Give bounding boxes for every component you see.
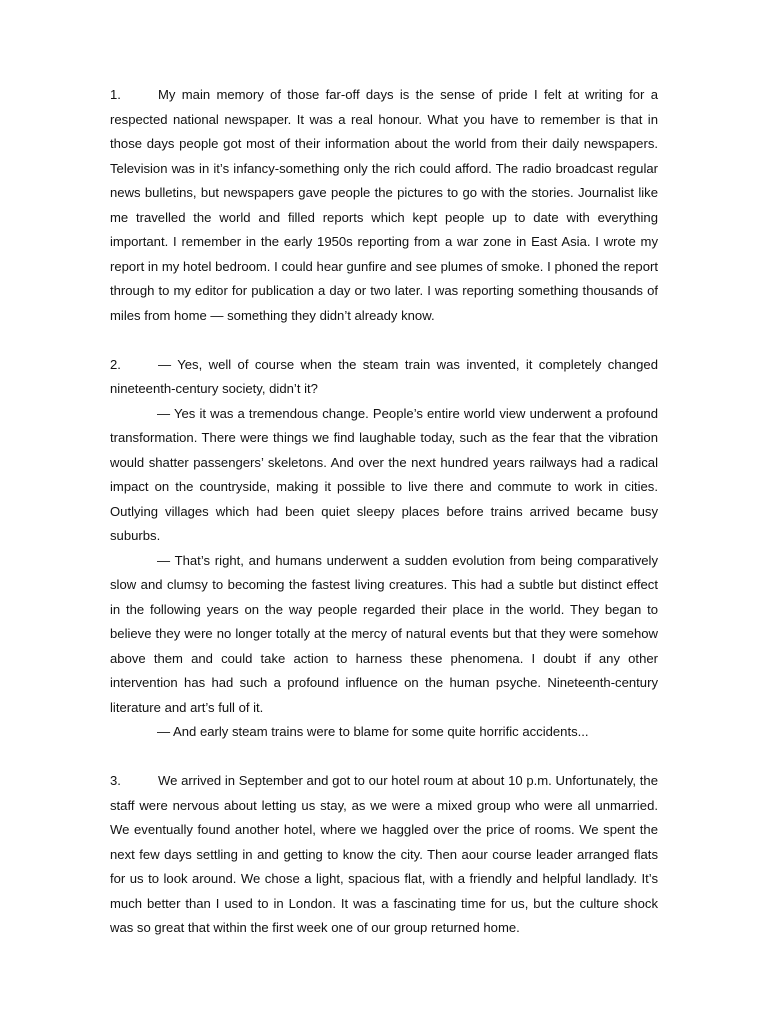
- section-number: 2.: [110, 356, 121, 372]
- section-3: [110, 769, 658, 941]
- section-1-paragraph-1: [110, 83, 658, 328]
- section-2-paragraph-2: — Yes it was a tremendous change. People’s entire world view underwent a profound transformation. There were things we find laughable today, such as the fear that the vibration would shatter passengers’ skeletons. And over the next hundred years railways had a radical impact on the countryside, making it possible to live there and commute to work in cities. Outlying villages which had been quiet sleepy places before trains arrived became busy suburbs.: [110, 405, 658, 543]
- paragraph-text: — Yes, well of course when the steam train was invented, it completely changed nineteenth-century society, didn’t it?: [110, 356, 658, 396]
- section-number: 1.: [110, 87, 121, 102]
- section-2-paragraph-1: [110, 353, 658, 402]
- section-2-paragraph-4: — And early steam trains were to blame for some quite horrific accidents...: [157, 724, 589, 739]
- section-2-paragraph-3: — That’s right, and humans underwent a sudden evolution from being comparatively slow and clumsy to becoming the fastest living creatures. This had a subtle but distinct effect in the following years on the way people regarded their place in the world. They began to believe they were no longer totally at the mercy of natural events but that they were somehow above them and could take action to harness these phenomena. I doubt if any other intervention has had such a profound influence on the human psyche. Nineteenth-century literature and art’s full of it.: [110, 552, 658, 715]
- section-3-paragraph-1: [110, 769, 658, 941]
- paragraph-text: We arrived in September and got to our hotel roum at about 10 p.m. Unfortunately, the staff were nervous about letting us stay, as we were a mixed group who were all unmarried. We eventually found another hotel, where we haggled over the price of rooms. We spent the next few days settling in and getting to know the city. Then aour course leader arranged flats for us to look around. We chose a light, spacious flat, with a friendly and helpful landlady. It’s much better than I used to in London. It was a fascinating time for us, but the culture shock was so great that within the first week one of our group returned home.: [110, 773, 658, 935]
- section-2: [110, 353, 658, 745]
- document-body: [110, 83, 658, 965]
- section-number: 3.: [110, 773, 121, 788]
- section-1: [110, 83, 658, 328]
- paragraph-text: My main memory of those far-off days is the sense of pride I felt at writing for a respected national newspaper. It was a real honour. What you have to remember is that in those days people got most of their information about the world from their daily newspapers. Television was in it’s infancy-something only the rich could afford. The radio broadcast regular news bulletins, but newspapers gave people the pictures to go with the stories. Journalist like me travelled the world and filled reports which kept people up to date with everything important. I remember in the early 1950s reporting from a war zone in East Asia. I wrote my report in my hotel bedroom. I could hear gunfire and see plumes of smoke. I phoned the report through to my editor for publication a day or two later. I was reporting something thousands of miles from home — something they didn’t already know.: [110, 87, 658, 323]
